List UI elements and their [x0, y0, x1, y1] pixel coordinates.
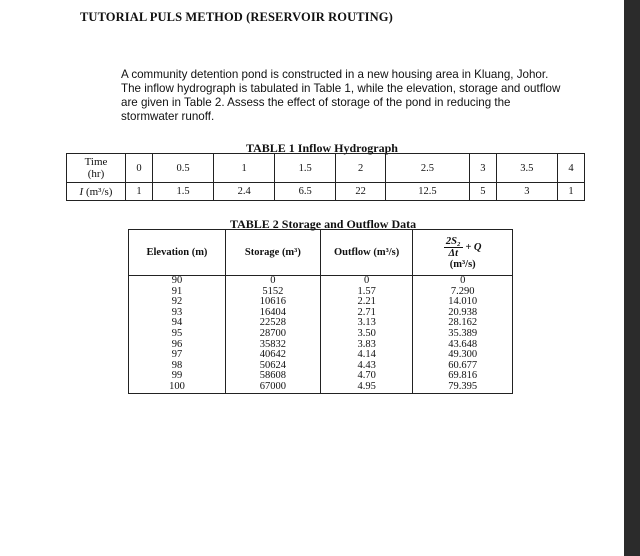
- storage-cell: 67000: [225, 382, 320, 393]
- screen-edge: [624, 0, 640, 556]
- ratio-cell: 35.389: [413, 329, 513, 340]
- time-cell: 0: [126, 154, 153, 183]
- table2-body: [129, 276, 513, 394]
- elevation-cell: 94: [129, 318, 226, 329]
- inflow-cell: 1: [557, 183, 584, 201]
- ratio-cell: 43.648: [413, 340, 513, 351]
- time-cell: 2: [336, 154, 386, 183]
- inflow-symbol: I: [79, 185, 84, 198]
- ratio-fraction: [444, 236, 463, 259]
- ratio-cell: 28.162: [413, 318, 513, 329]
- table-row: [129, 329, 513, 340]
- storage-header: Storage (m³): [225, 230, 320, 276]
- ratio-cell: 14.010: [413, 297, 513, 308]
- ratio-cell: 79.395: [413, 382, 513, 393]
- outflow-cell: 0: [320, 276, 413, 287]
- storage-cell: 22528: [225, 318, 320, 329]
- time-cell: 3.5: [496, 154, 557, 183]
- elevation-cell: 99: [129, 371, 226, 382]
- ratio-denominator: Δt: [448, 247, 459, 259]
- inflow-cell: 1.5: [153, 183, 214, 201]
- table2-header-row: [129, 230, 513, 276]
- outflow-cell: 4.70: [320, 371, 413, 382]
- storage-cell: 28700: [225, 329, 320, 340]
- time-cell: 4: [557, 154, 584, 183]
- inflow-cell: 1: [126, 183, 153, 201]
- outflow-cell: 2.71: [320, 308, 413, 319]
- outflow-cell: 3.50: [320, 329, 413, 340]
- outflow-cell: 4.14: [320, 350, 413, 361]
- ratio-cell: 69.816: [413, 371, 513, 382]
- inflow-row: [67, 183, 585, 201]
- time-cell: 1: [214, 154, 275, 183]
- time-cell: 0.5: [153, 154, 214, 183]
- ratio-unit: (m³/s): [449, 258, 476, 270]
- time-unit: (hr): [87, 168, 105, 180]
- outflow-cell: 3.13: [320, 318, 413, 329]
- elevation-cell: 98: [129, 361, 226, 372]
- inflow-unit: (m³/s): [85, 185, 113, 198]
- time-label: Time: [84, 156, 108, 168]
- storage-cell: 16404: [225, 308, 320, 319]
- ratio-cell: 49.300: [413, 350, 513, 361]
- time-cell: 3: [469, 154, 496, 183]
- storage-cell: 58608: [225, 371, 320, 382]
- inflow-cell: 5: [469, 183, 496, 201]
- table-row: [129, 382, 513, 393]
- ratio-cell: 0: [413, 276, 513, 287]
- elevation-cell: 100: [129, 382, 226, 393]
- time-row-header: [67, 154, 126, 183]
- inflow-row-header: [67, 183, 126, 201]
- problem-statement: A community detention pond is constructed in a new housing area in Kluang, Johor. The inflow hydrograph is tabulated in Table 1, while the elevation, storage and outflow are given in Table 2. Assess the effect of storage of the pond in reducing the stormwater runoff.: [121, 68, 561, 123]
- storage-cell: 35832: [225, 340, 320, 351]
- ratio-cell: 20.938: [413, 308, 513, 319]
- inflow-cell: 2.4: [214, 183, 275, 201]
- outflow-cell: 2.21: [320, 297, 413, 308]
- elevation-cell: 92: [129, 297, 226, 308]
- table-row: [129, 276, 513, 287]
- elevation-header: Elevation (m): [129, 230, 226, 276]
- outflow-header: Outflow (m³/s): [320, 230, 413, 276]
- outflow-cell: 3.83: [320, 340, 413, 351]
- storage-cell: 5152: [225, 287, 320, 298]
- outflow-cell: 4.95: [320, 382, 413, 393]
- table1-title: TABLE 1 Inflow Hydrograph: [246, 141, 398, 155]
- ratio-plus-q: + Q: [465, 241, 482, 253]
- table2-title: TABLE 2 Storage and Outflow Data: [230, 217, 417, 231]
- inflow-cell: 6.5: [275, 183, 336, 201]
- elevation-cell: 91: [129, 287, 226, 298]
- elevation-cell: 95: [129, 329, 226, 340]
- elevation-cell: 93: [129, 308, 226, 319]
- outflow-cell: 1.57: [320, 287, 413, 298]
- storage-cell: 10616: [225, 297, 320, 308]
- storage-cell: 40642: [225, 350, 320, 361]
- elevation-cell: 90: [129, 276, 226, 287]
- time-cell: 2.5: [386, 154, 470, 183]
- inflow-cell: 22: [336, 183, 386, 201]
- inflow-hydrograph-table: [66, 153, 585, 201]
- time-cell: 1.5: [275, 154, 336, 183]
- ratio-numerator: 2S₂: [445, 235, 461, 247]
- ratio-header: [413, 230, 513, 276]
- inflow-cell: 12.5: [386, 183, 470, 201]
- outflow-cell: 4.43: [320, 361, 413, 372]
- ratio-cell: 7.290: [413, 287, 513, 298]
- ratio-cell: 60.677: [413, 361, 513, 372]
- storage-outflow-table: [128, 229, 513, 394]
- elevation-cell: 96: [129, 340, 226, 351]
- time-row: [67, 154, 585, 183]
- storage-cell: 50624: [225, 361, 320, 372]
- storage-cell: 0: [225, 276, 320, 287]
- page-heading: TUTORIAL PULS METHOD (RESERVOIR ROUTING): [80, 10, 393, 24]
- elevation-cell: 97: [129, 350, 226, 361]
- inflow-cell: 3: [496, 183, 557, 201]
